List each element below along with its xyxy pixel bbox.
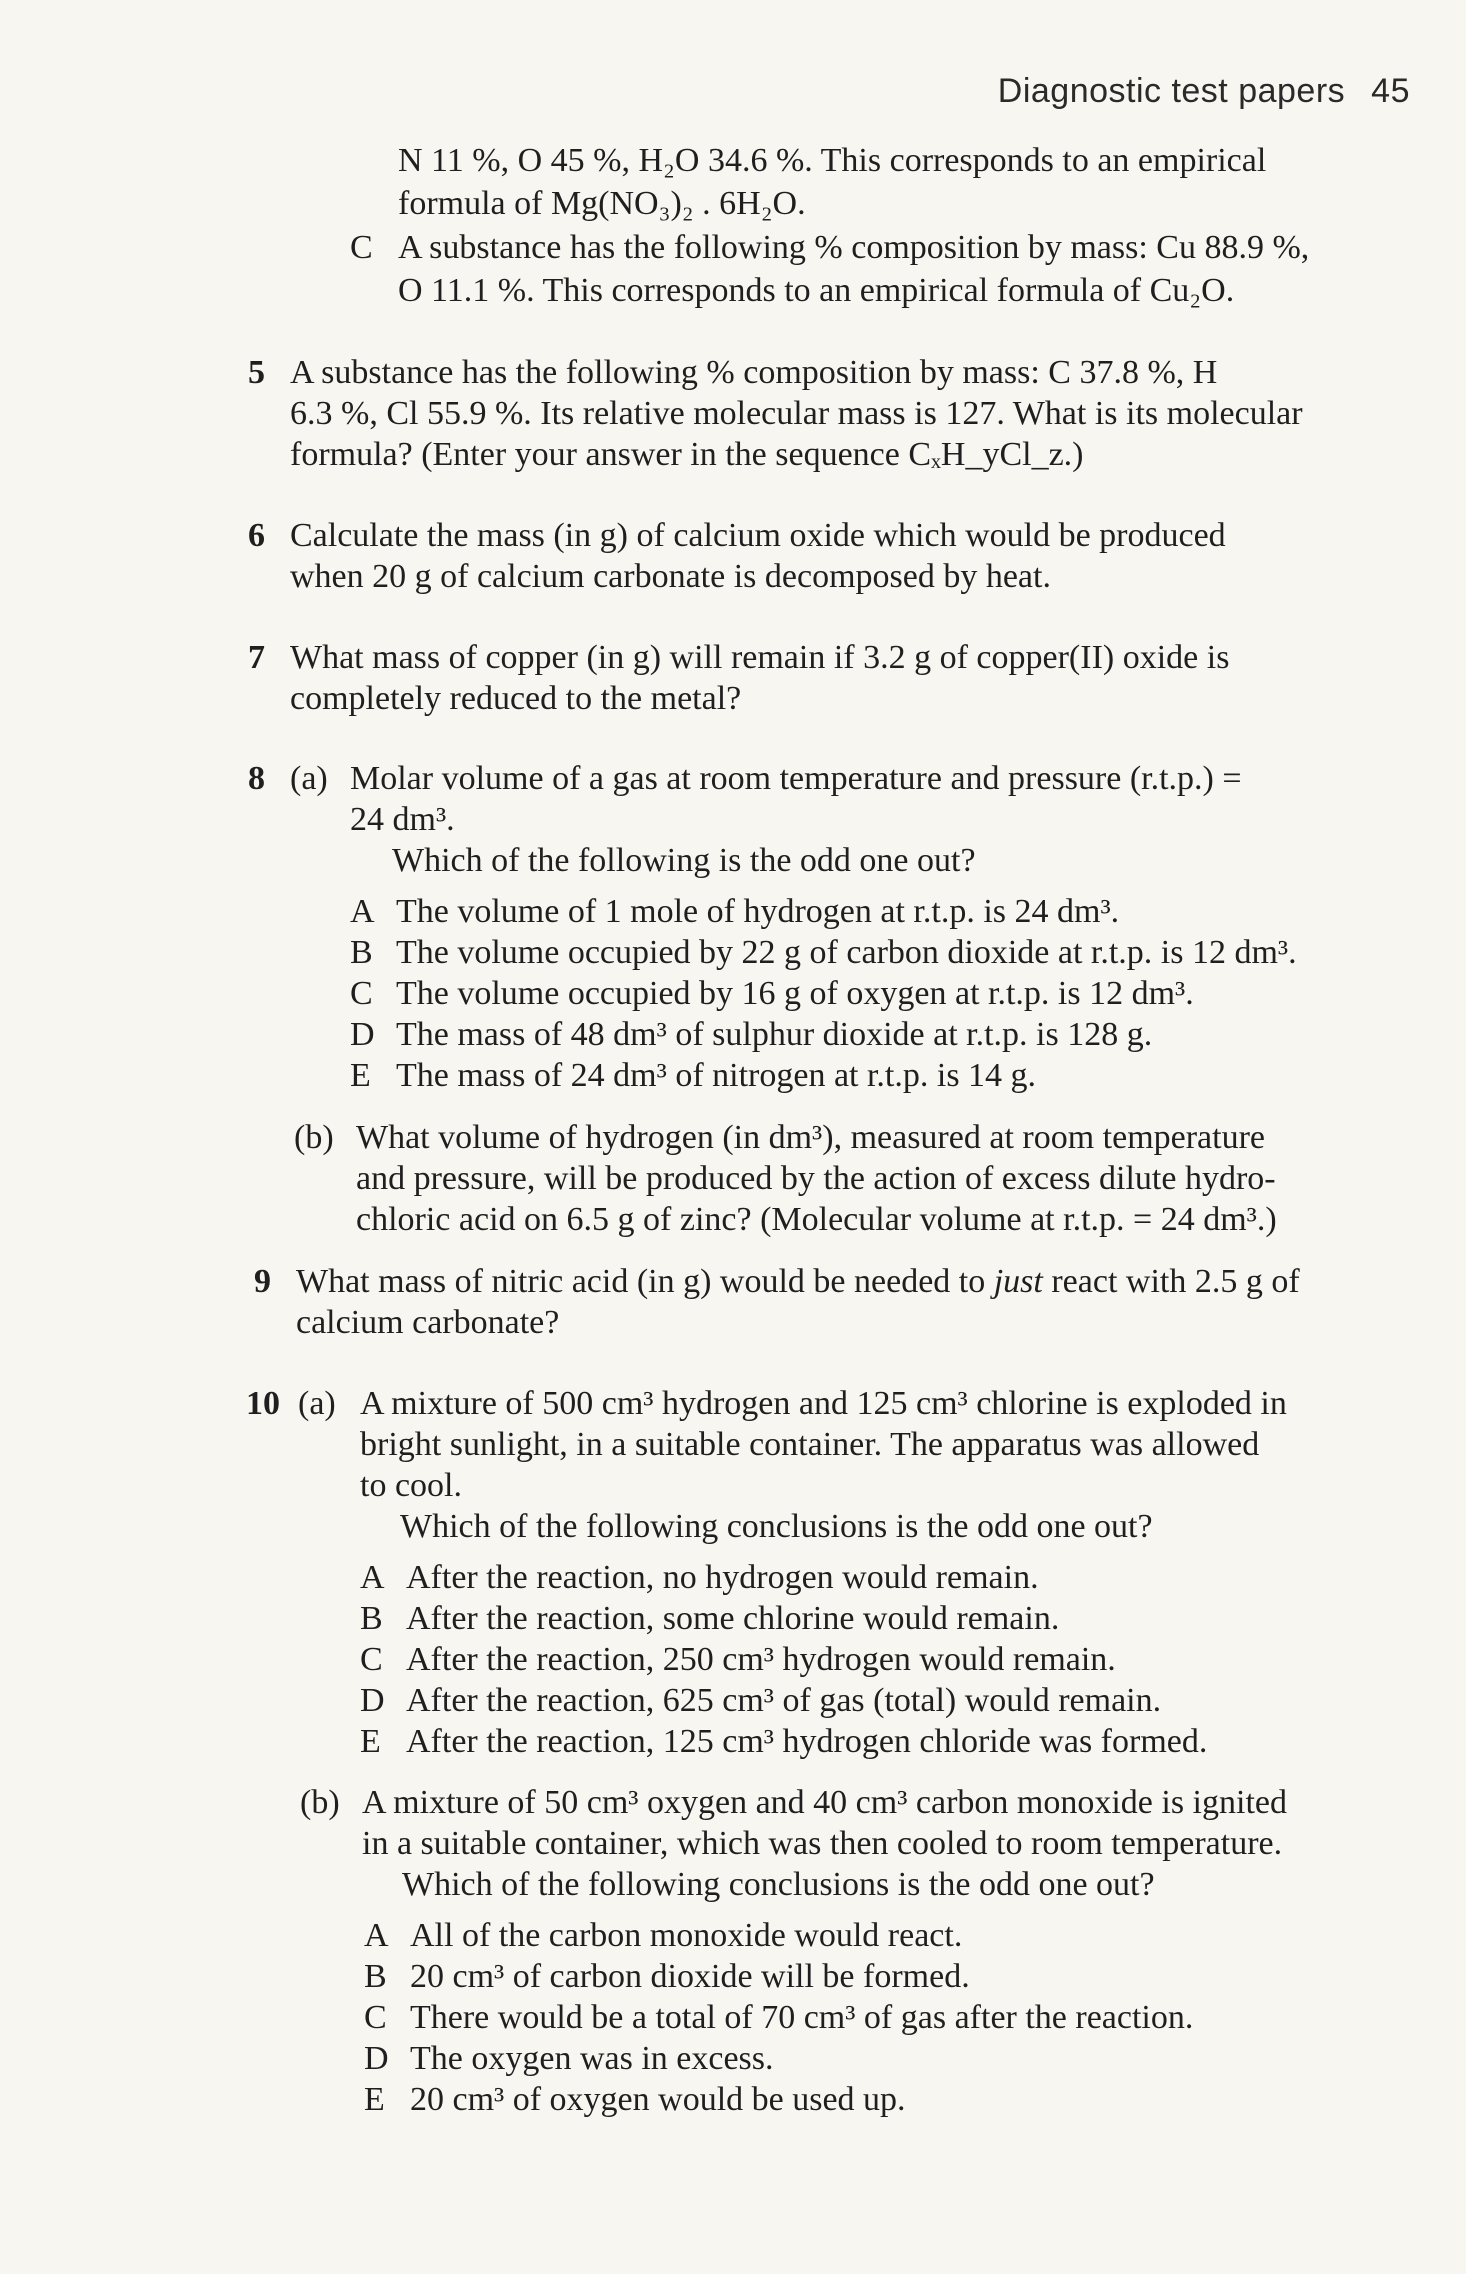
question-6-line-1: Calculate the mass (in g) of calcium oxide which would be produced (290, 517, 1226, 554)
option-letter: D (364, 2040, 389, 2077)
intro-option-c-line-2: O 11.1 %. This corresponds to an empirical formula of Cu₂O. (398, 272, 1235, 309)
question-9-number: 9 (254, 1263, 271, 1300)
intro-option-c-letter: C (350, 229, 373, 266)
option-text: After the reaction, 250 cm³ hydrogen would remain. (406, 1641, 1116, 1678)
option-letter: A (360, 1559, 385, 1596)
question-9-line-1 (296, 1261, 1300, 1302)
running-header (998, 72, 1410, 111)
question-10b-option (364, 1915, 962, 1956)
question-8b-label: (b) (294, 1119, 334, 1156)
question-10-number: 10 (246, 1385, 280, 1422)
option-text: The mass of 48 dm³ of sulphur dioxide at r.t.p. is 128 g. (396, 1016, 1153, 1053)
option-letter: B (350, 934, 373, 971)
option-letter: C (350, 975, 373, 1012)
option-text: 20 cm³ of carbon dioxide will be formed. (410, 1958, 970, 1995)
option-text: The volume occupied by 22 g of carbon dioxide at r.t.p. is 12 dm³. (396, 934, 1297, 971)
question-8a-line-2: 24 dm³. (350, 801, 455, 838)
question-10a-option (360, 1639, 1116, 1680)
question-10a-option (360, 1680, 1161, 1721)
question-10a-option (360, 1721, 1207, 1762)
question-8b-line-2: and pressure, will be produced by the action of excess dilute hydro- (356, 1160, 1276, 1197)
intro-option-c-line-1: A substance has the following % composition by mass: Cu 88.9 %, (398, 229, 1310, 266)
question-7-line-1: What mass of copper (in g) will remain if 3.2 g of copper(II) oxide is (290, 639, 1230, 676)
page-number: 45 (1371, 72, 1410, 110)
question-10b-label: (b) (300, 1784, 340, 1821)
question-8a-line-1: Molar volume of a gas at room temperature and pressure (r.t.p.) = (350, 760, 1242, 797)
question-9-text-pre: What mass of nitric acid (in g) would be needed to (296, 1263, 994, 1300)
option-letter: A (364, 1917, 389, 1954)
question-5-line-1: A substance has the following % composition by mass: C 37.8 %, H (290, 354, 1218, 391)
option-text: After the reaction, no hydrogen would remain. (406, 1559, 1039, 1596)
option-text: After the reaction, 125 cm³ hydrogen chloride was formed. (406, 1723, 1208, 1760)
question-10b-option (364, 2038, 774, 2079)
option-text: After the reaction, some chlorine would remain. (406, 1600, 1060, 1637)
question-10b-line-2: in a suitable container, which was then cooled to room temperature. (362, 1825, 1283, 1862)
option-text: All of the carbon monoxide would react. (410, 1917, 963, 1954)
question-9-text-post: react with 2.5 g of (1042, 1263, 1300, 1300)
question-10a-option (360, 1557, 1039, 1598)
question-8b-line-1: What volume of hydrogen (in dm³), measured at room temperature (356, 1119, 1266, 1156)
option-text: The oxygen was in excess. (410, 2040, 774, 2077)
option-letter: C (360, 1641, 383, 1678)
question-8a-label: (a) (290, 760, 328, 797)
question-8a-option (350, 973, 1194, 1014)
question-10b-line-1: A mixture of 50 cm³ oxygen and 40 cm³ carbon monoxide is ignited (362, 1784, 1287, 1821)
question-9-emphasis: just (993, 1263, 1043, 1300)
option-letter: E (350, 1057, 371, 1094)
option-text: There would be a total of 70 cm³ of gas after the reaction. (410, 1999, 1194, 2036)
question-5-line-3: formula? (Enter your answer in the sequence CₓH_yCl_z.) (290, 436, 1084, 473)
question-10b-option (364, 1956, 970, 1997)
option-text: 20 cm³ of oxygen would be used up. (410, 2081, 906, 2118)
question-10a-prompt: Which of the following conclusions is the odd one out? (400, 1508, 1153, 1545)
option-text: The volume of 1 mole of hydrogen at r.t.p. is 24 dm³. (396, 893, 1120, 930)
question-10a-line-3: to cool. (360, 1467, 462, 1504)
question-9-line-2: calcium carbonate? (296, 1304, 560, 1341)
option-text: After the reaction, 625 cm³ of gas (total) would remain. (406, 1682, 1162, 1719)
option-letter: C (364, 1999, 387, 2036)
option-letter: B (360, 1600, 383, 1637)
question-10b-option (364, 1997, 1193, 2038)
question-10b-option (364, 2079, 906, 2120)
option-letter: A (350, 893, 375, 930)
question-8a-option (350, 1055, 1036, 1096)
option-text: The volume occupied by 16 g of oxygen at r.t.p. is 12 dm³. (396, 975, 1194, 1012)
intro-line-1: N 11 %, O 45 %, H₂O 34.6 %. This corresponds to an empirical (398, 142, 1267, 179)
question-10b-prompt: Which of the following conclusions is the odd one out? (402, 1866, 1155, 1903)
question-8a-option (350, 891, 1119, 932)
question-7-number: 7 (248, 639, 265, 676)
intro-line-2: formula of Mg(NO₃)₂ . 6H₂O. (398, 185, 806, 222)
question-8a-prompt: Which of the following is the odd one out? (392, 842, 976, 879)
option-letter: E (364, 2081, 385, 2118)
question-10a-label: (a) (298, 1385, 336, 1422)
header-title: Diagnostic test papers (997, 72, 1346, 110)
question-8a-option (350, 1014, 1152, 1055)
question-5-line-2: 6.3 %, Cl 55.9 %. Its relative molecular mass is 127. What is its molecular (290, 395, 1303, 432)
question-8b-line-3: chloric acid on 6.5 g of zinc? (Molecular volume at r.t.p. = 24 dm³.) (356, 1201, 1277, 1238)
option-text: The mass of 24 dm³ of nitrogen at r.t.p. is 14 g. (396, 1057, 1037, 1094)
question-8-number: 8 (248, 760, 265, 797)
option-letter: B (364, 1958, 387, 1995)
question-8a-option (350, 932, 1297, 973)
question-6-line-2: when 20 g of calcium carbonate is decomposed by heat. (290, 558, 1051, 595)
question-10a-line-1: A mixture of 500 cm³ hydrogen and 125 cm³ chlorine is exploded in (360, 1385, 1287, 1422)
option-letter: E (360, 1723, 381, 1760)
question-6-number: 6 (248, 517, 265, 554)
question-10a-option (360, 1598, 1059, 1639)
question-10a-line-2: bright sunlight, in a suitable container. The apparatus was allowed (360, 1426, 1260, 1463)
question-7-line-2: completely reduced to the metal? (290, 680, 742, 717)
question-5-number: 5 (248, 354, 265, 391)
option-letter: D (350, 1016, 375, 1053)
option-letter: D (360, 1682, 385, 1719)
